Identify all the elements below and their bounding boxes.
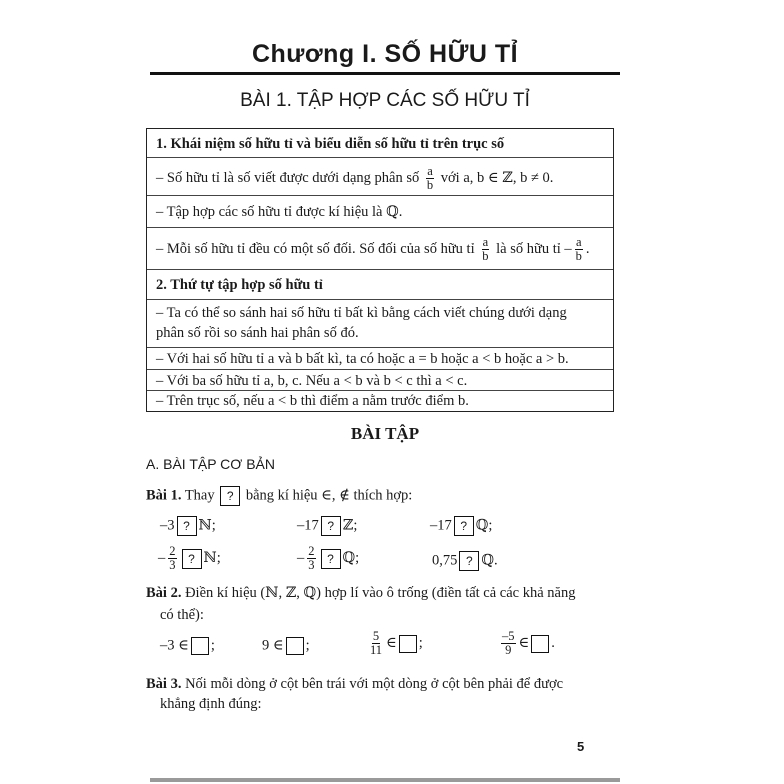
item-in: ∈	[518, 634, 530, 651]
item-sign: –	[158, 549, 166, 566]
fraction-numerator: 2	[169, 544, 176, 558]
answer-box[interactable]: ?	[454, 516, 474, 536]
theory-row-5	[147, 347, 613, 370]
item-right: ℕ;	[203, 549, 221, 566]
item-left: –3	[160, 517, 175, 534]
theory-row-6	[147, 369, 613, 391]
theory-text: phân số rồi so sánh hai phân số đó.	[156, 325, 359, 341]
exercise-3-prompt-cont: khẳng định đúng:	[160, 696, 262, 712]
theory-row-4	[147, 299, 613, 348]
question-box: ?	[220, 486, 240, 506]
theory-heading-2: 2. Thứ tự tập hợp số hữu tỉ	[156, 277, 323, 293]
answer-box[interactable]: ?	[459, 551, 479, 571]
fraction-denominator: b	[426, 178, 434, 192]
item-end: ;	[210, 637, 215, 654]
theory-text: – Với ba số hữu tỉ a, b, c. Nếu a < b và b < c thì a < c.	[156, 373, 468, 389]
fraction-numerator: 2	[308, 544, 315, 558]
fraction-denominator: 3	[169, 558, 176, 572]
theory-text-part: là số hữu tỉ –	[496, 240, 572, 257]
answer-box[interactable]: ?	[182, 549, 202, 569]
exercise-1-item	[160, 516, 216, 536]
empty-answer-box[interactable]	[531, 635, 549, 653]
empty-answer-box[interactable]	[286, 637, 304, 655]
lesson-title: BÀI 1. TẬP HỢP CÁC SỐ HỮU TỈ	[240, 90, 530, 111]
theory-text	[156, 236, 590, 263]
exercise-1-item	[297, 516, 357, 536]
exercise-text: Thay	[184, 487, 215, 504]
theory-text: – Ta có thể so sánh hai số hữu tỉ bất kì bằng cách viết chúng dưới dạng	[156, 305, 567, 321]
item-right: ℕ;	[198, 517, 216, 534]
item-left: –3 ∈	[160, 637, 189, 654]
exercise-2-item	[498, 630, 555, 657]
exercise-3-prompt	[146, 676, 563, 693]
theory-text: – Trên trục số, nếu a < b thì điểm a nằm trước điểm b.	[156, 393, 469, 409]
item-sign: –	[297, 549, 305, 566]
answer-box[interactable]: ?	[321, 516, 341, 536]
fraction	[426, 165, 434, 192]
item-end: .	[551, 634, 555, 651]
exercise-2-prompt-cont: có thể):	[160, 607, 204, 623]
theory-row-7	[147, 390, 613, 412]
theory-row-3	[147, 227, 613, 270]
fraction-denominator: b	[575, 249, 582, 263]
item-left: –17	[430, 517, 452, 534]
theory-heading-1-row	[147, 129, 613, 157]
fraction	[481, 236, 489, 263]
fraction-denominator: 11	[370, 643, 383, 657]
exercise-2-label: Bài 2.	[146, 585, 182, 601]
page-bottom-edge	[150, 778, 620, 782]
fraction-denominator: 9	[505, 643, 512, 657]
exercise-2-item	[262, 637, 310, 655]
theory-text: – Với hai số hữu tỉ a và b bất kì, ta có hoặc a = b hoặc a < b hoặc a > b.	[156, 351, 569, 367]
fraction-denominator: 3	[308, 558, 315, 572]
item-left: 0,75	[432, 552, 458, 569]
empty-answer-box[interactable]	[399, 635, 417, 653]
exercise-2-prompt	[146, 585, 576, 602]
theory-row-1	[147, 157, 613, 196]
exercise-text: Nối mỗi dòng ở cột bên trái với một dòng ở cột bên phải để được	[185, 676, 564, 692]
item-right: ℚ;	[475, 517, 493, 534]
fraction-numerator: a	[575, 235, 582, 249]
section-a-title: A. BÀI TẬP CƠ BẢN	[146, 456, 275, 472]
theory-text-part: – Mỗi số hữu tỉ đều có một số đối. Số đối của số hữu tỉ	[156, 240, 475, 257]
exercise-1-item	[432, 551, 498, 571]
theory-text	[156, 165, 553, 192]
theory-box	[146, 128, 614, 412]
exercise-text: bằng kí hiệu ∈, ∉ thích hợp:	[245, 487, 413, 504]
fraction-numerator: a	[482, 235, 489, 249]
item-left: 9 ∈	[262, 637, 284, 654]
exercise-2-item	[366, 630, 423, 657]
theory-heading-1: 1. Khái niệm số hữu tỉ và biểu diễn số hữu tỉ trên trục số	[156, 136, 505, 152]
exercises-title: BÀI TẬP	[350, 424, 420, 443]
fraction-denominator: b	[482, 249, 489, 263]
fraction	[575, 236, 583, 263]
answer-box[interactable]: ?	[177, 516, 197, 536]
item-left: –17	[297, 517, 319, 534]
exercise-1-item	[158, 545, 221, 572]
theory-heading-2-row	[147, 269, 613, 300]
item-in: ∈	[386, 634, 397, 651]
exercise-1-item	[297, 545, 359, 572]
page-number: 5	[577, 739, 585, 754]
theory-text-part: .	[585, 240, 590, 257]
item-right: ℤ;	[342, 517, 358, 534]
exercise-2-item	[160, 637, 215, 655]
item-end: ;	[418, 634, 423, 651]
exercise-1-prompt	[146, 486, 412, 506]
fraction-numerator: –5	[502, 629, 515, 643]
answer-box[interactable]: ?	[321, 549, 341, 569]
theory-text-part: – Số hữu tỉ là số viết được dưới dạng phân số	[156, 169, 420, 186]
chapter-title: Chương I. SỐ HỮU TỈ	[251, 40, 519, 68]
exercise-1-item	[430, 516, 492, 536]
fraction-numerator: a	[427, 164, 433, 178]
item-right: ℚ;	[342, 549, 360, 566]
item-end: ;	[305, 637, 310, 654]
empty-answer-box[interactable]	[191, 637, 209, 655]
exercise-text: Điền kí hiệu (ℕ, ℤ, ℚ) hợp lí vào ô trống (điền tất cả các khả năng	[185, 585, 576, 601]
theory-text-part: với a, b ∈ ℤ, b ≠ 0.	[440, 169, 554, 186]
fraction	[501, 630, 516, 657]
chapter-rule	[150, 72, 620, 75]
theory-text: – Tập hợp các số hữu tỉ được kí hiệu là ℚ.	[156, 204, 403, 220]
exercise-3-label: Bài 3.	[146, 676, 182, 692]
exercise-1-label: Bài 1.	[146, 487, 182, 504]
fraction	[168, 545, 176, 572]
theory-row-2	[147, 195, 613, 228]
fraction	[307, 545, 315, 572]
fraction-numerator: 5	[372, 629, 380, 643]
fraction	[369, 630, 383, 657]
item-right: ℚ.	[481, 552, 498, 569]
